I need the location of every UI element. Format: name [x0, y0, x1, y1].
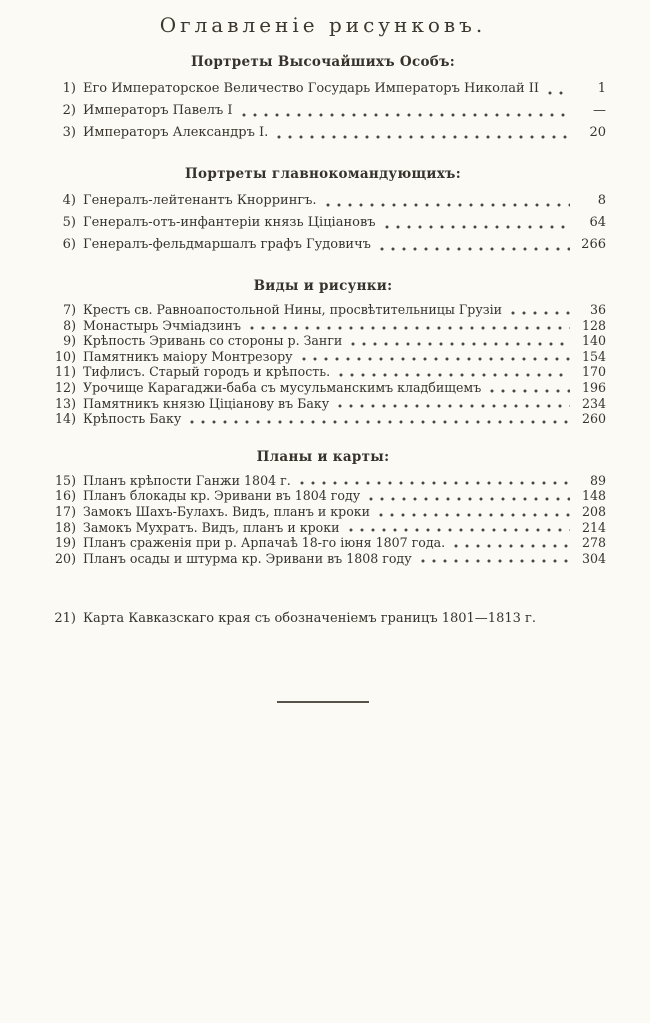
- item-title: Генералъ-лейтенантъ Кноррингъ.: [83, 193, 317, 208]
- item-title: Крѣпость Эривань со стороны р. Занги: [83, 333, 343, 349]
- toc-item: [40, 411, 606, 427]
- dot-leader: [277, 135, 570, 139]
- dot-leader: [548, 91, 570, 95]
- item-title: Императоръ Александръ I.: [83, 125, 269, 140]
- item-title: Карта Кавказскаго края съ обозначеніемъ границъ 1801—1813 г.: [83, 611, 536, 627]
- item-page: 260: [581, 411, 606, 427]
- section-items-portraits-commanders: [40, 190, 606, 256]
- section-items-views: [40, 302, 606, 427]
- toc-item: [40, 100, 606, 122]
- toc-item: [40, 318, 606, 334]
- item-number: 8): [63, 317, 76, 333]
- toc-item-map: [40, 610, 606, 627]
- item-page: 170: [581, 364, 606, 380]
- item-number: 16): [55, 488, 76, 504]
- item-page: 196: [581, 379, 606, 395]
- dot-leader: [339, 373, 570, 377]
- item-page: 140: [581, 333, 606, 349]
- item-number: 1): [62, 81, 76, 96]
- dot-leader: [190, 420, 570, 424]
- item-number: 9): [63, 333, 76, 349]
- toc-item: [40, 396, 606, 412]
- item-title: Монастырь Эчміадзинъ: [83, 317, 242, 333]
- item-page: 234: [581, 395, 606, 411]
- item-title: Императоръ Павелъ I: [83, 103, 233, 118]
- item-page: 214: [581, 519, 606, 535]
- item-title: Планъ сраженія при р. Арпачаѣ 18-го іюня 1807 года.: [83, 535, 446, 551]
- item-number: 17): [55, 503, 76, 519]
- toc-item: [40, 364, 606, 380]
- item-number: 13): [55, 395, 76, 411]
- dot-leader: [349, 528, 571, 532]
- dot-leader: [302, 357, 570, 361]
- item-title: Генералъ-фельдмаршалъ графъ Гудовичъ: [83, 237, 371, 252]
- section-heading-portraits-commanders: Портреты главнокомандующихъ:: [185, 166, 461, 182]
- item-page: 266: [581, 237, 606, 252]
- item-number: 2): [62, 103, 76, 118]
- item-number: 12): [55, 379, 76, 395]
- item-page: 148: [581, 488, 606, 504]
- item-page: 89: [589, 472, 606, 488]
- item-number: 10): [55, 348, 76, 364]
- toc-item: [40, 234, 606, 256]
- toc-item: [40, 520, 606, 536]
- item-number: 19): [55, 535, 76, 551]
- toc-item: [40, 349, 606, 365]
- toc-item: [40, 333, 606, 349]
- item-title: Планъ крѣпости Ганжи 1804 г.: [83, 472, 291, 488]
- item-number: 20): [55, 550, 76, 566]
- dot-leader: [385, 225, 570, 229]
- toc-item: [40, 551, 606, 567]
- item-page: 208: [581, 503, 606, 519]
- item-title: Крестъ св. Равноапостольной Нины, просвѣтительницы Грузіи: [83, 302, 503, 317]
- toc-item: [40, 535, 606, 551]
- section-heading-views: Виды и рисунки:: [253, 278, 393, 294]
- item-number: 21): [54, 611, 76, 627]
- item-number: 3): [62, 125, 76, 140]
- dot-leader: [454, 544, 570, 548]
- item-number: 5): [62, 215, 76, 230]
- toc-item: [40, 504, 606, 520]
- item-title: Памятникъ маіору Монтрезору: [83, 348, 293, 364]
- item-number: 11): [55, 364, 76, 380]
- dot-leader: [490, 389, 570, 393]
- dot-leader: [326, 203, 570, 207]
- section-heading-portraits-imperial: Портреты Высочайшихъ Особъ:: [190, 54, 456, 70]
- item-page: —: [593, 103, 606, 118]
- item-page: 154: [581, 348, 606, 364]
- item-number: 14): [55, 411, 76, 427]
- dot-leader: [300, 481, 570, 485]
- item-page: 20: [589, 125, 606, 140]
- page-title: Оглавленіе рисунковъ.: [159, 13, 487, 37]
- dot-leader: [351, 342, 570, 346]
- item-title: Его Императорское Величество Государь Императоръ Николай II: [83, 81, 540, 96]
- section-items-plans-maps: [40, 473, 606, 567]
- item-title: Генералъ-отъ-инфантеріи князь Ціціановъ: [83, 215, 376, 230]
- end-divider: [277, 701, 369, 703]
- item-title: Тифлисъ. Старый городъ и крѣпость.: [83, 364, 331, 380]
- item-title: Замокъ Мухратъ. Видъ, планъ и кроки: [83, 519, 340, 535]
- toc-item: [40, 488, 606, 504]
- item-page: 278: [581, 535, 606, 551]
- item-number: 18): [55, 519, 76, 535]
- toc-item: [40, 78, 606, 100]
- item-page: 1: [597, 81, 606, 96]
- item-title: Памятникъ князю Ціціанову въ Баку: [83, 395, 330, 411]
- toc-item: [40, 473, 606, 489]
- item-title: Планъ блокады кр. Эривани въ 1804 году: [83, 488, 361, 504]
- toc-item: [40, 302, 606, 318]
- item-page: 36: [589, 302, 606, 317]
- toc-item: [40, 380, 606, 396]
- item-page: 304: [581, 550, 606, 566]
- dot-leader: [242, 113, 570, 117]
- toc-item: [40, 212, 606, 234]
- item-number: 7): [63, 302, 76, 317]
- section-heading-plans-maps: Планы и карты:: [256, 448, 390, 465]
- dot-leader: [338, 404, 570, 408]
- dot-leader: [380, 247, 570, 251]
- dot-leader: [511, 311, 570, 315]
- item-number: 15): [55, 472, 76, 488]
- item-title: Планъ осады и штурма кр. Эривани въ 1808 году: [83, 550, 412, 566]
- dot-leader: [421, 559, 570, 563]
- toc-item: [40, 190, 606, 212]
- dot-leader: [250, 326, 570, 330]
- item-title: Крѣпость Баку: [83, 411, 182, 427]
- item-title: Замокъ Шахъ-Булахъ. Видъ, планъ и кроки: [83, 503, 371, 519]
- item-number: 6): [62, 237, 76, 252]
- section-items-portraits-imperial: [40, 78, 606, 144]
- item-title: Урочище Карагаджи-баба съ мусульманскимъ кладбищемъ: [83, 379, 482, 395]
- item-page: 128: [581, 317, 606, 333]
- item-number: 4): [62, 193, 76, 208]
- dot-leader: [379, 513, 570, 517]
- toc-item: [40, 122, 606, 144]
- item-page: 8: [597, 193, 606, 208]
- item-page: 64: [589, 215, 606, 230]
- dot-leader: [369, 497, 570, 501]
